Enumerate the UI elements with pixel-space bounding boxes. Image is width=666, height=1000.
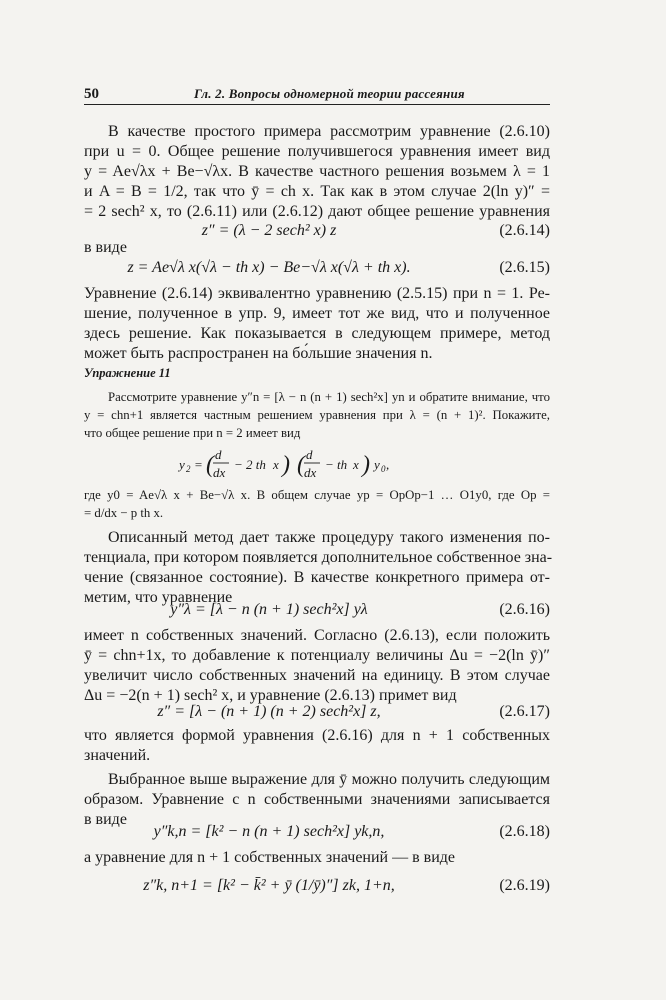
- text-line: Описанный метод дает также процедуру такого изменения по-: [108, 529, 550, 546]
- equation-number: (2.6.16): [499, 601, 550, 618]
- header-rule: [84, 104, 550, 105]
- exercise-equation: [84, 448, 550, 482]
- equation-number: (2.6.19): [499, 877, 550, 894]
- equation-number: (2.6.17): [499, 703, 550, 720]
- svg-text:(: (: [206, 452, 214, 478]
- running-title: Гл. 2. Вопросы одномерной теории рассеяния: [194, 86, 465, 101]
- svg-text:− 2 th: − 2 th: [234, 457, 266, 472]
- text-line: = 2 sech² x, то (2.6.11) или (2.6.12) дают общее решение уравнения: [84, 203, 550, 220]
- text-line: значений.: [84, 747, 151, 764]
- text-line: шение, полученное в упр. 9, имеет тот же вид, что и полученное: [84, 305, 550, 322]
- svg-text:,: ,: [386, 457, 390, 472]
- text-line: y = Ae√λx + Be−√λx. В качестве частного решения возьмем λ = 1: [84, 163, 550, 180]
- equation-formula: z″ = [λ − (n + 1) (n + 2) sech²x] z,: [157, 703, 381, 720]
- svg-text:): ): [362, 452, 370, 478]
- text-line: чение (связанное состояние). В качестве конкретного примера от-: [84, 569, 550, 586]
- text-line: здесь решение. Как показывается в следующем примере, метод: [84, 325, 550, 342]
- equation-number: (2.6.14): [499, 222, 550, 239]
- svg-text:d: d: [215, 448, 222, 462]
- exercise-title: Упражнение 11: [84, 366, 171, 380]
- text-line: в виде: [84, 239, 127, 256]
- equation-2-6-18: [84, 820, 550, 844]
- svg-text:dx: dx: [213, 465, 226, 480]
- text-line: образом. Уравнение с n собственными значениями записывается: [84, 791, 550, 808]
- svg-text:d: d: [306, 448, 313, 462]
- equation-formula: z″k, n+1 = [k² − k̄² + ȳ (1/ȳ)″] zk, 1+n,: [143, 877, 395, 894]
- exercise-line: что общее решение при n = 2 имеет вид: [84, 426, 301, 440]
- svg-text:dx: dx: [304, 465, 317, 480]
- text-line: Выбранное выше выражение для ȳ можно получить следующим: [108, 771, 550, 788]
- text-line: В качестве проcтого примера рассмотрим уравнение (2.6.10): [108, 123, 550, 140]
- page-number: 50: [84, 86, 99, 102]
- svg-text:y: y: [179, 457, 185, 472]
- text-line: в виде: [84, 811, 127, 828]
- exercise-equation-graphic: [177, 448, 457, 482]
- svg-text:x: x: [353, 457, 359, 472]
- svg-text:− th: − th: [325, 457, 348, 472]
- text-line: тенциала, при котором появляется дополнительное собственное зна-: [84, 549, 553, 566]
- text-line: при u = 0. Общее решение получившегося уравнения имеет вид: [84, 143, 550, 160]
- equation-formula: y″λ = [λ − n (n + 1) sech²x] yλ: [170, 601, 368, 618]
- exercise-line: где y0 = Ae√λ x + Be−√λ x. В общем случае yp = OpOp−1 … O1y0, где Op =: [84, 488, 550, 502]
- text-line: что является формой уравнения (2.6.16) для n + 1 собственных: [84, 727, 550, 744]
- text-line: Δu = −2(n + 1) sech² x, и уравнение (2.6.13) примет вид: [84, 687, 457, 704]
- svg-text:x: x: [273, 457, 279, 472]
- exercise-line: = d/dx − p th x.: [84, 506, 164, 520]
- text-line: может быть распространен на бо́льшие значения n.: [84, 345, 433, 362]
- equation-formula: z = Ae√λ x(√λ − th x) − Be−√λ x(√λ + th x).: [127, 259, 411, 276]
- svg-text:0: 0: [381, 464, 386, 474]
- text-line: и A = B = 1/2, так что ȳ = ch x. Так как в этом случае 2(ln y)″ =: [84, 183, 551, 200]
- equation-2-6-19: [84, 874, 550, 898]
- text-line: имеет n собственных значений. Согласно (2.6.13), если положить: [84, 627, 550, 644]
- equation-2-6-15: [84, 256, 550, 280]
- svg-text:=: =: [194, 457, 203, 472]
- svg-text:): ): [282, 452, 290, 478]
- equation-number: (2.6.18): [499, 823, 550, 840]
- equation-2-6-17: [84, 700, 550, 724]
- exercise-line: y = chn+1 является частным решением уравнения при λ = (n + 1)². Покажите,: [84, 408, 550, 422]
- equation-number: (2.6.15): [499, 259, 550, 276]
- equation-formula: z″ = (λ − 2 sech² x) z: [201, 222, 337, 239]
- equation-2-6-16: [84, 598, 550, 622]
- exercise-line: Рассмотрите уравнение y″n = [λ − n (n + 1) sech²x] yn и обратите внимание, что: [108, 390, 550, 404]
- text-line: ȳ = chn+1x, то добавление к потенциалу величины Δu = −2(ln ȳ)″: [84, 647, 550, 664]
- svg-text:y: y: [374, 457, 380, 472]
- page-header: [84, 86, 550, 104]
- text-line: увеличит число собственных значений на единицу. В этом случае: [84, 667, 550, 684]
- svg-text:2: 2: [186, 464, 191, 474]
- equation-formula: y″k,n = [k² − n (n + 1) sech²x] yk,n,: [153, 823, 385, 840]
- text-line: метим, что уравнение: [84, 589, 233, 606]
- text-line: а уравнение для n + 1 собственных значений — в виде: [84, 849, 456, 866]
- svg-text:(: (: [297, 452, 305, 478]
- text-line: Уравнение (2.6.14) эквивалентно уравнению (2.5.15) при n = 1. Ре-: [84, 285, 550, 302]
